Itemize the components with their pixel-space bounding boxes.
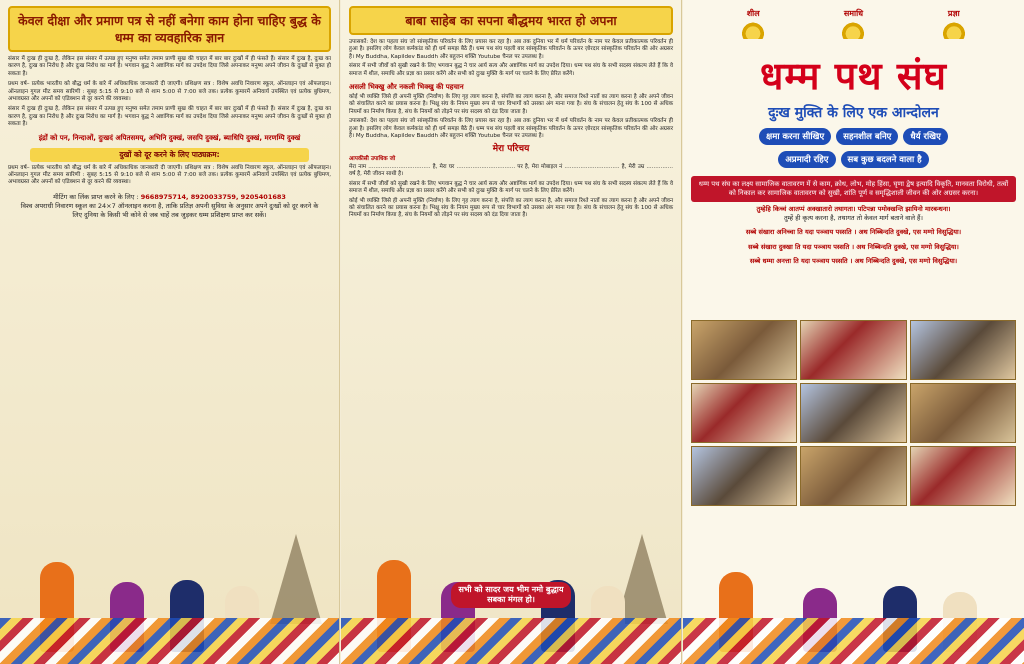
blessing-badge: सभी को सादर जय भीम नमो बुद्धाय सबका मंगल हो। [451,582,571,608]
verse-block-2 [683,225,1024,240]
panel2-text2: संसार में सभी जीवों को सुखी रखने के लिए भगवान बुद्ध ने चार आर्य सत्य और अष्टांगिक मार्ग का उपदेश दिया। धम्म पथ संघ के सभी सदस्य संकल्प लेते हैं कि वे समाज में शील, समाधि और प्रज्ञा का प्रसार करेंगे और सभी को दुःख मुक्ति के मार्ग पर चलने के लिए प्रेरित करेंगे। [349,180,673,195]
verse-pali: सब्बे धम्मा अनत्ता ति यदा पञ्ञाय पस्सति । अथ निब्बिन्दति दुक्खे, एस मग्गो विसुद्धिया। [749,257,958,265]
panel2-sub1: असली भिक्खु और नकली भिक्खु की पहचान [349,83,464,92]
virtue-samadhi [840,8,866,39]
value-pill: क्षमा करना सीखिए [759,128,831,145]
bottom-artwork [0,534,339,664]
event-photo [910,446,1016,506]
event-photo [910,320,1016,380]
verse-block-3 [683,240,1024,255]
panel1-course-text: प्रथम वर्ष– प्रत्येक भारतीय को बौद्ध धर्म के बारे में अधिकाधिक जानकारी दी जाएगी। प्रशिक्षण सत्र : विशेष अवधि निवारण स्कूल, ऑनलाइन एवं ऑफलाइन। ऑनलाइन गूगल मीट समय सारिणी : सुबह 5:15 से 9:10 बजे से शाम 5:00 से 7:00 बजे तक। प्रत्येक कुमारमें अनिवार्य उपस्थित एवं प्रत्येक बुधिमण, अभावग्रस्त और अपनों को एडिक्शन से दूर करने की व्यवस्था। [8,164,331,186]
bottom-artwork-right [683,564,1024,664]
panel2-intro-more: संसार में सभी जीवों को सुखी रखने के लिए भगवान बुद्ध ने चार आर्य सत्य और अष्टांगिक मार्ग का उपदेश दिया। धम्म पथ संघ के सभी सदस्य संकल्प लेते हैं कि वे समाज में शील, समाधि और प्रज्ञा का प्रसार करेंगे और सभी को दुःख मुक्ति के मार्ग पर चलने के लिए प्रेरित करेंगे। [349,63,673,77]
virtue-label: शील [746,9,760,18]
event-photo [800,383,906,443]
verse-block-4 [683,254,1024,269]
values-row-2 [683,151,1024,168]
event-photo [800,446,906,506]
event-photo [691,320,797,380]
event-photo [691,446,797,506]
panel2-text1-more: उपासकों: देश का पहला संघ जो सांस्कृतिक परिवर्तन के लिए प्रयास कर रहा है। अब तक दुनिया भर में धर्म परिवर्तन के नाम पर केवल प्रतीकात्मक परिवर्तन ही हुआ है। इसलिए लोग केवल कर्मकांड को ही धर्म समझ बैठे हैं। धम्म पथ संघ पहली बार सांस्कृतिक परिवर्तन के ऊपर ज़ोरदार सांस्कृतिक परिवर्तन की ओर अग्रसर है। My Buddha, Kapildev Bauddh और बहुजन शक्ति Youtube चैनल पर उपलब्ध है। [349,118,673,140]
dharma-wheel-icon [840,21,866,39]
panel2-text1: कोई भी व्यक्ति जिसे ही अपनी मुक्ति (निर्वाण) के लिए गृह त्याग करना है, संपत्ति का त्याग करना है, और समाज रिश्ते नातों का त्याग करना है और अपने जीवन को संचालित करने का प्रयास करना है। भिक्षु संघ के नियम मुख्य रूप से चार विभागों को उसका अंग माना गया है। संघ के संचालन हेतु संघ के 100 से अधिक नियमों का निर्माण किया है, संघ के नियमों को तोड़ने पर संघ सदस्य को दंड दिया जाता है। [349,94,673,115]
virtue-prajna [941,8,967,39]
panel1-heading: केवल दीक्षा और प्रमाण पत्र से नहीं बनेगा काम होना चाहिए बुद्ध के धम्म का व्यवहारिक ज्ञान [8,6,331,52]
value-pill: धैर्य रखिए [903,128,947,145]
event-photo [910,383,1016,443]
contact-box [18,193,321,220]
stupa-icon [270,534,322,624]
panel1-course-heading: दुखों को दूर करने के लिए पाठ्यक्रम: [30,148,309,162]
event-photo [800,320,906,380]
panel-right [683,0,1024,664]
panel2-sub2: मेरा परिचय [492,144,530,155]
panel1-intro: संसार में दुःख ही दुःख है, लेकिन इस संसार में उत्पन्न हुए मनुष्य समेत तमाम प्राणी सुख की चाहत में बार बार दुःखों में ही फंसते हैं। संसार में दुःख है, दुःख का कारण है, दुःख का निरोध है और दुःख निरोध का मार्ग है। भगवान बुद्ध ने अष्टांगिक मार्ग का उपदेश दिया जिसे अपनाकर मनुष्य अपने जीवन के दुःखों से मुक्त हो सकता है। [8,56,331,77]
buddhist-flag-band [0,618,339,664]
dharma-wheel-icon [740,21,766,39]
panel2-form-text: मेरा नाम ................................... है, मेरा घर ................................. पर है, मेरा मोबाइल नं ............................... है, मेरी उम्र ............... वर्ष है, मेरी जीवन साथी है। [349,163,673,178]
organization-tagline: दुःख मुक्ति के लिए एक आन्दोलन [768,105,939,121]
buddhist-flag-band [683,618,1024,664]
panel2-text2-more: कोई भी व्यक्ति जिसे ही अपनी मुक्ति (निर्वाण) के लिए गृह त्याग करना है, संपत्ति का त्याग करना है, और समाज रिश्ते नातों का त्याग करना है और अपने जीवन को संचालित करने का प्रयास करना है। भिक्षु संघ के नियम मुख्य रूप से चार विभागों को उसका अंग माना गया है। संघ के संचालन हेतु संघ के 100 से अधिक नियमों का निर्माण किया है, संघ के नियमों को तोड़ने पर संघ सदस्य को दंड दिया जाता है। [349,197,673,219]
verse-pali: सब्बे संखारा दुक्खा ति यदा पञ्ञाय पस्सति । अथ निब्बिन्दति दुक्खे, एस मग्गो विसुद्धिया। [748,242,959,251]
buddhist-flag-band [341,618,681,664]
panel2-heading: बाबा साहेब का सपना बौद्धमय भारत हो अपना [349,6,673,35]
dharma-wheel-icon [941,21,967,39]
virtue-icons-row [683,0,1024,39]
contact-label: मीटिंग का लिंक प्राप्त करने के लिए : [53,192,139,201]
value-pill: सब कुछ बदलने वाला है [841,151,929,168]
panel2-intro: उपासकों: देश का पहला संघ जो सांस्कृतिक परिवर्तन के लिए प्रयास कर रहा है। अब तक दुनिया भर में धर्म परिवर्तन के नाम पर केवल प्रतीकात्मक परिवर्तन ही हुआ है। इसलिए लोग केवल कर्मकांड को ही धर्म समझ बैठे हैं। धम्म पथ संघ पहली बार सांस्कृतिक परिवर्तन के ऊपर ज़ोरदार सांस्कृतिक परिवर्तन की ओर अग्रसर है। My Buddha, Kapildev Bauddh और बहुजन शक्ति Youtube चैनल पर उपलब्ध है। [349,39,673,60]
values-row-1 [683,128,1024,145]
verse-translation: तुम्हें ही कृत्य करना है, तथागत तो केवल मार्ग बताने वाले हैं। [784,213,923,222]
phone-numbers: 9668975714, 8920033759, 9205401683 [140,192,286,201]
virtue-sila [740,8,766,39]
virtue-label: प्रज्ञा [947,9,960,18]
mission-statement: धम्म पथ संघ का लक्ष्य सामाजिक वातावरण में से काम, क्रोध, लोभ, मोह हिंसा, घृणा द्वेष इत्यादि विकृति, मानवता विरोधी, तत्वों को निकाल कर सामाजिक वातावरण को सुखी, शांति पूर्ण व समृद्धिशाली जीवन की ओर अग्रसर करना। [691,176,1016,202]
panel2-form-label: आपकीसी उपाधिक जो [349,156,396,163]
panel-left [0,0,340,664]
event-photo-grid [691,320,1016,506]
virtue-label: समाधि [843,9,864,18]
panel1-intro-repeat: प्रथम वर्ष– प्रत्येक भारतीय को बौद्ध धर्म के बारे में अधिकाधिक जानकारी दी जाएगी। प्रशिक्षण सत्र : विशेष अवधि निवारण स्कूल, ऑनलाइन एवं ऑफलाइन। ऑनलाइन गूगल मीट समय सारिणी : सुबह 5:15 से 9:10 बजे से शाम 5:00 से 7:00 बजे तक। प्रत्येक कुमारमें अनिवार्य उपस्थित एवं प्रत्येक बुधिमण, अभावग्रस्त और अपनों को एडिक्शन से दूर करने की व्यवस्था। [8,81,331,103]
value-pill: अप्रमादी रहिए [778,151,835,168]
verse-pali: तुम्हेहि किच्चं आतप्पं अक्खातारो तथागता। पटिपन्ना पमोक्खन्ति झायिनो मारबन्धना। [756,205,951,213]
panel-middle [341,0,682,664]
value-pill: सहनशील बनिए [836,128,898,145]
organization-title: धम्म पथ संघ [760,53,947,98]
event-photo [691,383,797,443]
verse-block-1 [683,202,1024,225]
verse-pali: सब्बे संखारा अनिच्चा ति यदा पञ्ञाय पस्सति । अथ निब्बिन्दति दुक्खे, एस मग्गो विसुद्धिया। [745,228,962,236]
panel1-quote: इंद्रों को पन, निन्दाओं, दुःखदं अपितसमय्, अभिनि दुक्खं, जसपि दुक्खं, ब्याधिपि दुक्खं, मरणम्पि दुक्खं [38,133,301,142]
contact-detail: विश्व अपराधी निवारण स्कूल का 24×7 ऑनलाइन करना है, ताकि प्रतिज्ञ अपनी सुविधा के अनुसार अपने दुःखों को दूर करने के लिए दुनिया के किसी भी कोने से जब चाहें तब जुड़कर धम्म प्रशिक्षण प्राप्त कर सकें। [20,201,319,219]
panel1-intro-repeat2: संसार में दुःख ही दुःख है, लेकिन इस संसार में उत्पन्न हुए मनुष्य समेत तमाम प्राणी सुख की चाहत में बार बार दुःखों में ही फंसते हैं। संसार में दुःख है, दुःख का कारण है, दुःख का निरोध है और दुःख निरोध का मार्ग है। भगवान बुद्ध ने अष्टांगिक मार्ग का उपदेश दिया जिसे अपनाकर मनुष्य अपने जीवन के दुःखों से मुक्त हो सकता है। [8,106,331,128]
